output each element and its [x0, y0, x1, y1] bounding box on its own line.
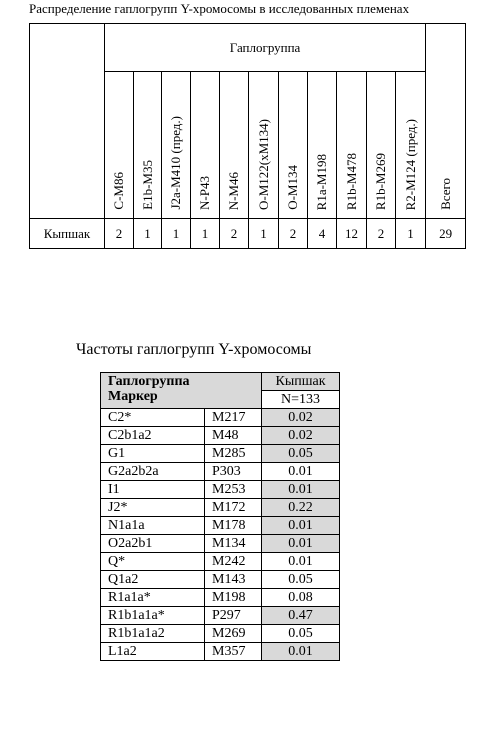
- table-row: [101, 535, 340, 553]
- column-header: R1a-M198: [314, 153, 329, 210]
- frequency-cell: 0.22: [262, 499, 340, 517]
- marker-cell: M143: [205, 571, 262, 589]
- count-cell: 2: [279, 219, 308, 249]
- count-cell: 1: [162, 219, 191, 249]
- column-header: R2-M124 (пред.): [402, 118, 418, 210]
- frequency-cell: 0.05: [262, 445, 340, 463]
- haplogroup-cell: R1a1a*: [101, 589, 205, 607]
- marker-cell: P303: [205, 463, 262, 481]
- table1-title: Распределение гаплогрупп Y-хромосомы в исследованных племенах: [29, 1, 410, 16]
- total-header-cell: [426, 24, 466, 219]
- marker-cell: M48: [205, 427, 262, 445]
- count-cell: 1: [249, 219, 279, 249]
- table2-title: Частоты гаплогрупп Y-хромосомы: [76, 341, 312, 358]
- column-header: N-P43: [197, 176, 212, 210]
- haplogroup-distribution-table: [29, 23, 466, 249]
- frequency-cell: 0.01: [262, 481, 340, 499]
- column-header: O-M134: [285, 165, 300, 210]
- column-header-cell: [249, 72, 279, 219]
- header-group-marker-cell: [101, 373, 262, 409]
- frequency-cell: 0.01: [262, 643, 340, 661]
- table-row: [101, 625, 340, 643]
- haplogroup-cell: G2a2b2a: [101, 463, 205, 481]
- haplogroup-cell: G1: [101, 445, 205, 463]
- table-row: [101, 607, 340, 625]
- count-cell: 4: [308, 219, 337, 249]
- frequency-cell: 0.01: [262, 463, 340, 481]
- frequency-cell: 0.47: [262, 607, 340, 625]
- marker-cell: M357: [205, 643, 262, 661]
- marker-cell: M242: [205, 553, 262, 571]
- column-header: R1b-M478: [343, 152, 359, 210]
- haplogroup-cell: I1: [101, 481, 205, 499]
- haplogroup-cell: C2*: [101, 409, 205, 427]
- table-row: [101, 427, 340, 445]
- table-row: [101, 517, 340, 535]
- total-cell: 29: [426, 219, 466, 249]
- haplogroup-cell: C2b1a2: [101, 427, 205, 445]
- column-header-cell: [191, 72, 220, 219]
- table-row: [101, 481, 340, 499]
- column-header: J2a-M410 (пред.): [168, 116, 183, 210]
- marker-cell: M217: [205, 409, 262, 427]
- column-header: N-M46: [226, 171, 241, 210]
- header-group: Гаплогруппа: [108, 374, 190, 389]
- table-row: [101, 571, 340, 589]
- table-row: [101, 643, 340, 661]
- marker-cell: P297: [205, 607, 262, 625]
- count-cell: 1: [396, 219, 426, 249]
- marker-cell: M134: [205, 535, 262, 553]
- row-label: Кыпшак: [30, 219, 105, 249]
- haplogroup-cell: O2a2b1: [101, 535, 205, 553]
- column-header-cell: [162, 72, 191, 219]
- header-marker: Маркер: [108, 389, 158, 404]
- haplogroup-cell: Q1a2: [101, 571, 205, 589]
- header-population: Кыпшак: [262, 373, 340, 391]
- count-cell: 2: [220, 219, 249, 249]
- frequency-cell: 0.05: [262, 625, 340, 643]
- haplogroup-cell: J2*: [101, 499, 205, 517]
- column-header-cell: [105, 72, 134, 219]
- empty-corner-cell: [30, 24, 105, 219]
- frequency-cell: 0.01: [262, 535, 340, 553]
- frequency-cell: 0.08: [262, 589, 340, 607]
- haplogroup-cell: Q*: [101, 553, 205, 571]
- count-cell: 2: [367, 219, 396, 249]
- table-row: [101, 553, 340, 571]
- frequency-cell: 0.02: [262, 427, 340, 445]
- marker-cell: M253: [205, 481, 262, 499]
- haplogroup-cell: L1a2: [101, 643, 205, 661]
- frequency-cell: 0.01: [262, 553, 340, 571]
- table-row: [101, 589, 340, 607]
- count-cell: 1: [134, 219, 162, 249]
- column-header-cell: [308, 72, 337, 219]
- frequency-cell: 0.05: [262, 571, 340, 589]
- count-cell: 1: [191, 219, 220, 249]
- haplogroup-cell: R1b1a1a2: [101, 625, 205, 643]
- column-header-cell: [367, 72, 396, 219]
- column-header-cell: [279, 72, 308, 219]
- marker-cell: M269: [205, 625, 262, 643]
- column-header: O-M122(xM134): [255, 119, 271, 210]
- frequency-cell: 0.01: [262, 517, 340, 535]
- count-cell: 12: [337, 219, 367, 249]
- frequency-cell: 0.02: [262, 409, 340, 427]
- table-row: [101, 445, 340, 463]
- haplogroup-cell: R1b1a1a*: [101, 607, 205, 625]
- marker-cell: M198: [205, 589, 262, 607]
- column-header-cell: [134, 72, 162, 219]
- count-cell: 2: [105, 219, 134, 249]
- haplogroup-cell: N1a1a: [101, 517, 205, 535]
- column-header-cell: [337, 72, 367, 219]
- marker-cell: M178: [205, 517, 262, 535]
- group-header: Гаплогруппа: [229, 39, 301, 55]
- column-header-cell: [220, 72, 249, 219]
- header-sample-size: N=133: [262, 391, 340, 409]
- marker-cell: M172: [205, 499, 262, 517]
- column-header-cell: [396, 72, 426, 219]
- column-header: R1b-M269: [373, 152, 388, 210]
- table-row: [101, 499, 340, 517]
- column-header: E1b-M35: [139, 160, 155, 210]
- table-row: [101, 463, 340, 481]
- total-header: Всего: [437, 178, 453, 210]
- marker-cell: M285: [205, 445, 262, 463]
- haplogroup-frequency-table: [100, 372, 340, 661]
- group-header-cell: [105, 24, 426, 72]
- table-row: [101, 409, 340, 427]
- column-header: C-M86: [111, 172, 126, 210]
